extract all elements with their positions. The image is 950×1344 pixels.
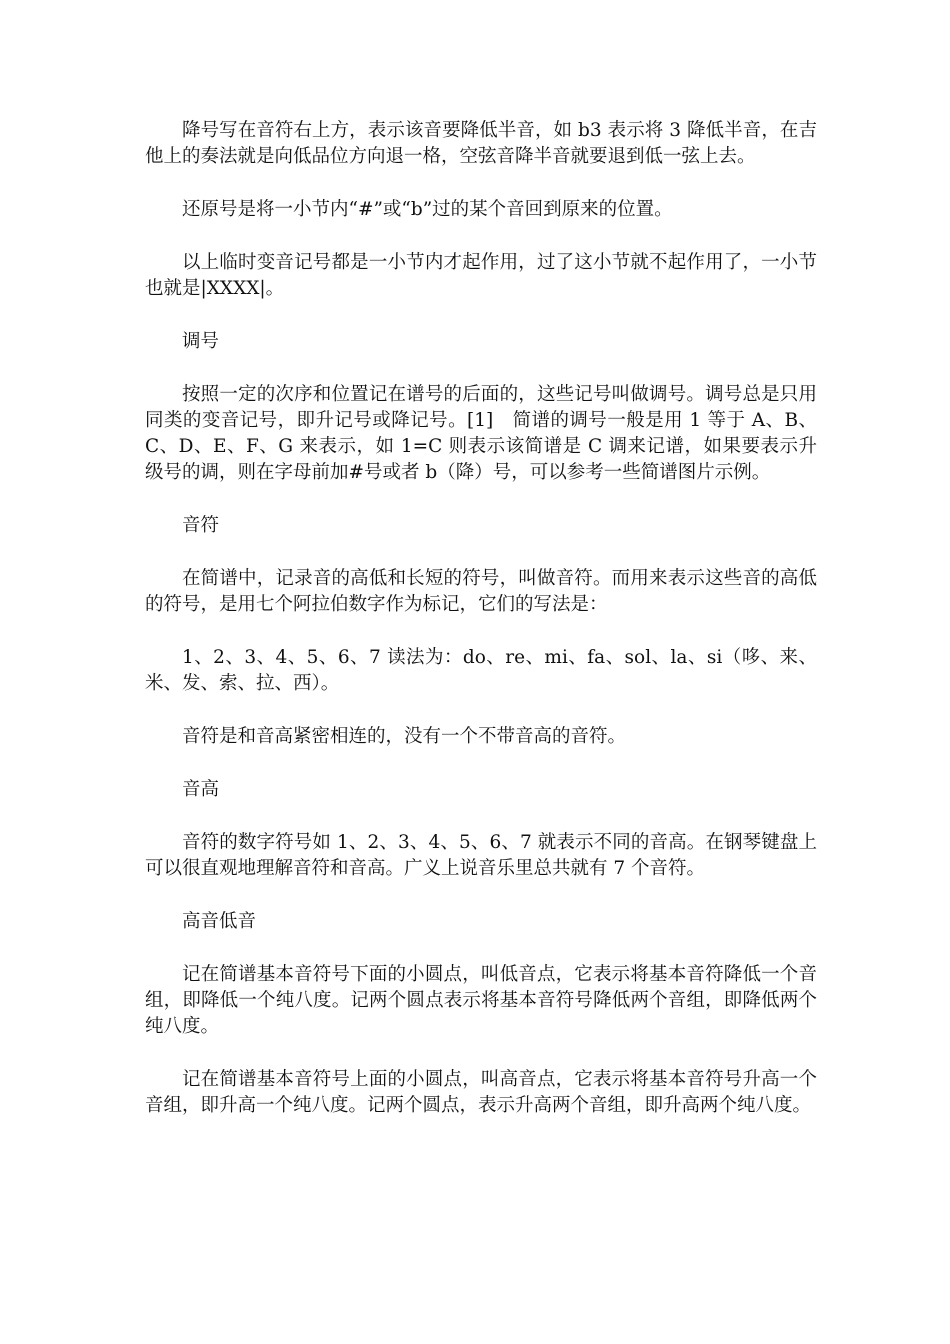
paragraph-notes-definition: 在简谱中，记录音的高低和长短的符号，叫做音符。而用来表示这些音的高低的符号，是用七个阿拉伯数字作为标记，它们的写法是： (145, 568, 817, 615)
paragraph-high-dots: 记在简谱基本音符号上面的小圆点，叫高音点，它表示将基本音符号升高一个音组，即升高一个纯八度。记两个圆点，表示升高两个音组，即升高两个纯八度。 (145, 1069, 817, 1116)
heading-key-signature: 调号 (182, 331, 220, 352)
paragraph-notes-pitch: 音符是和音高紧密相连的，没有一个不带音高的音符。 (182, 726, 627, 747)
heading-notes: 音符 (182, 515, 220, 536)
document-page (145, 118, 817, 1146)
paragraph-accidental-scope: 以上临时变音记号都是一小节内才起作用，过了这小节就不起作用了，一小节也就是|XXXX|。 (145, 252, 817, 299)
heading-pitch: 音高 (182, 779, 220, 800)
paragraph-pitch: 音符的数字符号如 1、2、3、4、5、6、7 就表示不同的音高。在钢琴键盘上可以很直观地理解音符和音高。广义上说音乐里总共就有 7 个音符。 (145, 832, 817, 879)
paragraph-key-signature: 按照一定的次序和位置记在谱号的后面的，这些记号叫做调号。调号总是只用同类的变音记号，即升记号或降记号。[1] 简谱的调号一般是用 1 等于 A、B、C、D、E、F、G 来表示，如 1=C 则表示该简谱是 C 调来记谱，如果要表示升级号的调，则在字母前加#号或者 b（降）号，可以参考一些简谱图片示例。 (145, 384, 817, 483)
paragraph-solfege: 1、2、3、4、5、6、7 读法为：do、re、mi、fa、sol、la、si（哆、来、米、发、索、拉、西）。 (145, 647, 817, 694)
heading-high-low: 高音低音 (182, 911, 257, 932)
paragraph-flat-sign: 降号写在音符右上方，表示该音要降低半音，如 b3 表示将 3 降低半音，在吉他上的奏法就是向低品位方向退一格，空弦音降半音就要退到低一弦上去。 (145, 120, 817, 167)
paragraph-natural-sign: 还原号是将一小节内“#”或“b”过的某个音回到原来的位置。 (182, 199, 673, 220)
paragraph-low-dots: 记在简谱基本音符号下面的小圆点，叫低音点，它表示将基本音符降低一个音组，即降低一个纯八度。记两个圆点表示将基本音符号降低两个音组，即降低两个纯八度。 (145, 964, 817, 1037)
